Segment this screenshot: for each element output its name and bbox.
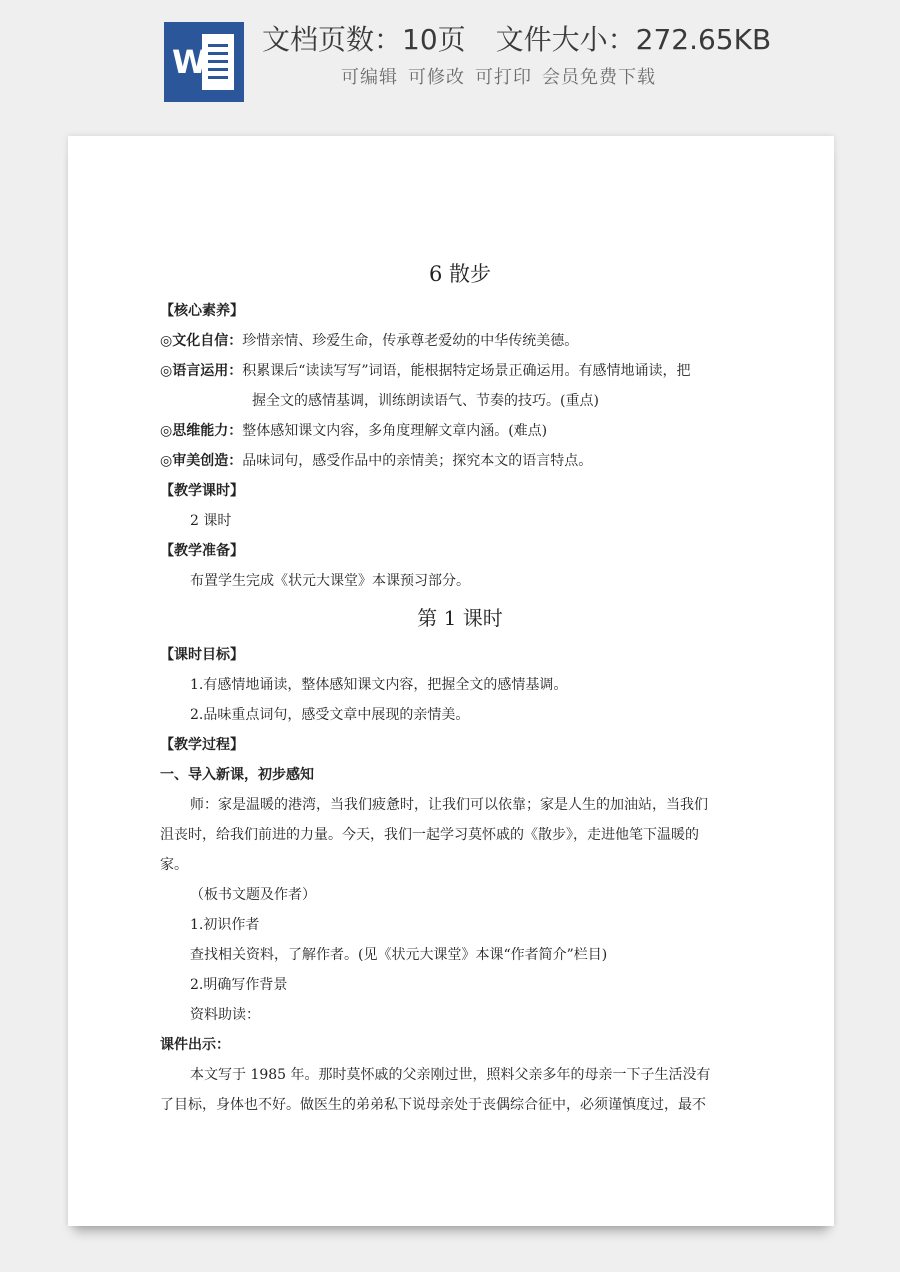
- core-item: [160, 326, 760, 356]
- feature-list: [341, 66, 841, 90]
- step-heading: 1.初识作者: [190, 917, 260, 933]
- document-page: [68, 136, 834, 1226]
- lesson-goal: 1.有感情地诵读，整体感知课文内容，把握全文的感情基调。: [190, 677, 568, 693]
- core-text: 整体感知课文内容，多角度理解文章内涵。(难点): [242, 423, 548, 439]
- paragraph-line: 家。: [160, 857, 188, 873]
- core-text: 品味词句，感受作品中的亲情美；探究本文的语言特点。: [242, 453, 593, 469]
- step-text: 查找相关资料，了解作者。(见《状元大课堂》本课“作者简介”栏目): [190, 947, 608, 963]
- teaching-hours: 2 课时: [190, 513, 232, 529]
- core-label: ◎思维能力：: [160, 423, 243, 439]
- heading-teaching-prep: 【教学准备】: [160, 543, 244, 559]
- heading-teaching-process: 【教学过程】: [160, 737, 244, 753]
- lesson-goal: 2.品味重点词句，感受文章中展现的亲情美。: [190, 707, 470, 723]
- document-body: [160, 252, 760, 1120]
- section-heading: 一、导入新课，初步感知: [160, 767, 314, 783]
- core-item: [160, 446, 760, 476]
- slide-label: 课件出示：: [160, 1037, 230, 1053]
- core-item: [160, 416, 760, 446]
- paragraph-line: 师：家是温暖的港湾，当我们疲惫时，让我们可以依靠；家是人生的加油站，当我们: [190, 797, 708, 813]
- core-text: 珍惜亲情、珍爱生命，传承尊老爱幼的中华传统美德。: [242, 333, 579, 349]
- feature-modifiable: 可修改: [408, 67, 465, 88]
- word-icon-letter: W: [172, 43, 208, 81]
- feature-printable: 可打印: [475, 67, 532, 88]
- paragraph-line: 沮丧时，给我们前进的力量。今天，我们一起学习莫怀戚的《散步》，走进他笔下温暖的: [160, 827, 699, 843]
- heading-teaching-hours: 【教学课时】: [160, 483, 244, 499]
- core-label: ◎审美创造：: [160, 453, 243, 469]
- feature-editable: 可编辑: [341, 67, 398, 88]
- document-meta: [262, 22, 862, 58]
- word-document-icon: [164, 22, 244, 102]
- document-banner: [0, 0, 900, 130]
- paragraph-line: 本文写于 1985 年。那时莫怀戚的父亲刚过世，照料父亲多年的母亲一下子生活没有: [190, 1067, 711, 1083]
- core-item-continued: 握全文的感情基调，训练朗读语气、节奏的技巧。(重点): [252, 393, 599, 409]
- page-count: 文档页数：10页: [262, 23, 466, 56]
- document-title: 6 散步: [428, 262, 492, 286]
- heading-lesson-goals: 【课时目标】: [160, 647, 244, 663]
- core-text: 积累课后“读读写写”词语，能根据特定场景正确运用。有感情地诵读，把: [242, 363, 691, 379]
- core-item: [160, 356, 760, 386]
- core-label: ◎文化自信：: [160, 333, 243, 349]
- core-label: ◎语言运用：: [160, 363, 243, 379]
- heading-core-literacy: 【核心素养】: [160, 303, 244, 319]
- board-note: （板书文题及作者）: [190, 887, 316, 903]
- step-heading: 2.明确写作背景: [190, 977, 288, 993]
- paragraph-line: 了目标，身体也不好。做医生的弟弟私下说母亲处于丧偶综合征中，必须谨慎度过，最不: [160, 1097, 706, 1113]
- lesson-title: 第 1 课时: [417, 606, 503, 630]
- file-size: 文件大小：272.65KB: [495, 23, 772, 56]
- material-label: 资料助读：: [190, 1007, 260, 1023]
- teaching-prep: 布置学生完成《状元大课堂》本课预习部分。: [190, 573, 470, 589]
- feature-member-download: 会员免费下载: [542, 67, 656, 88]
